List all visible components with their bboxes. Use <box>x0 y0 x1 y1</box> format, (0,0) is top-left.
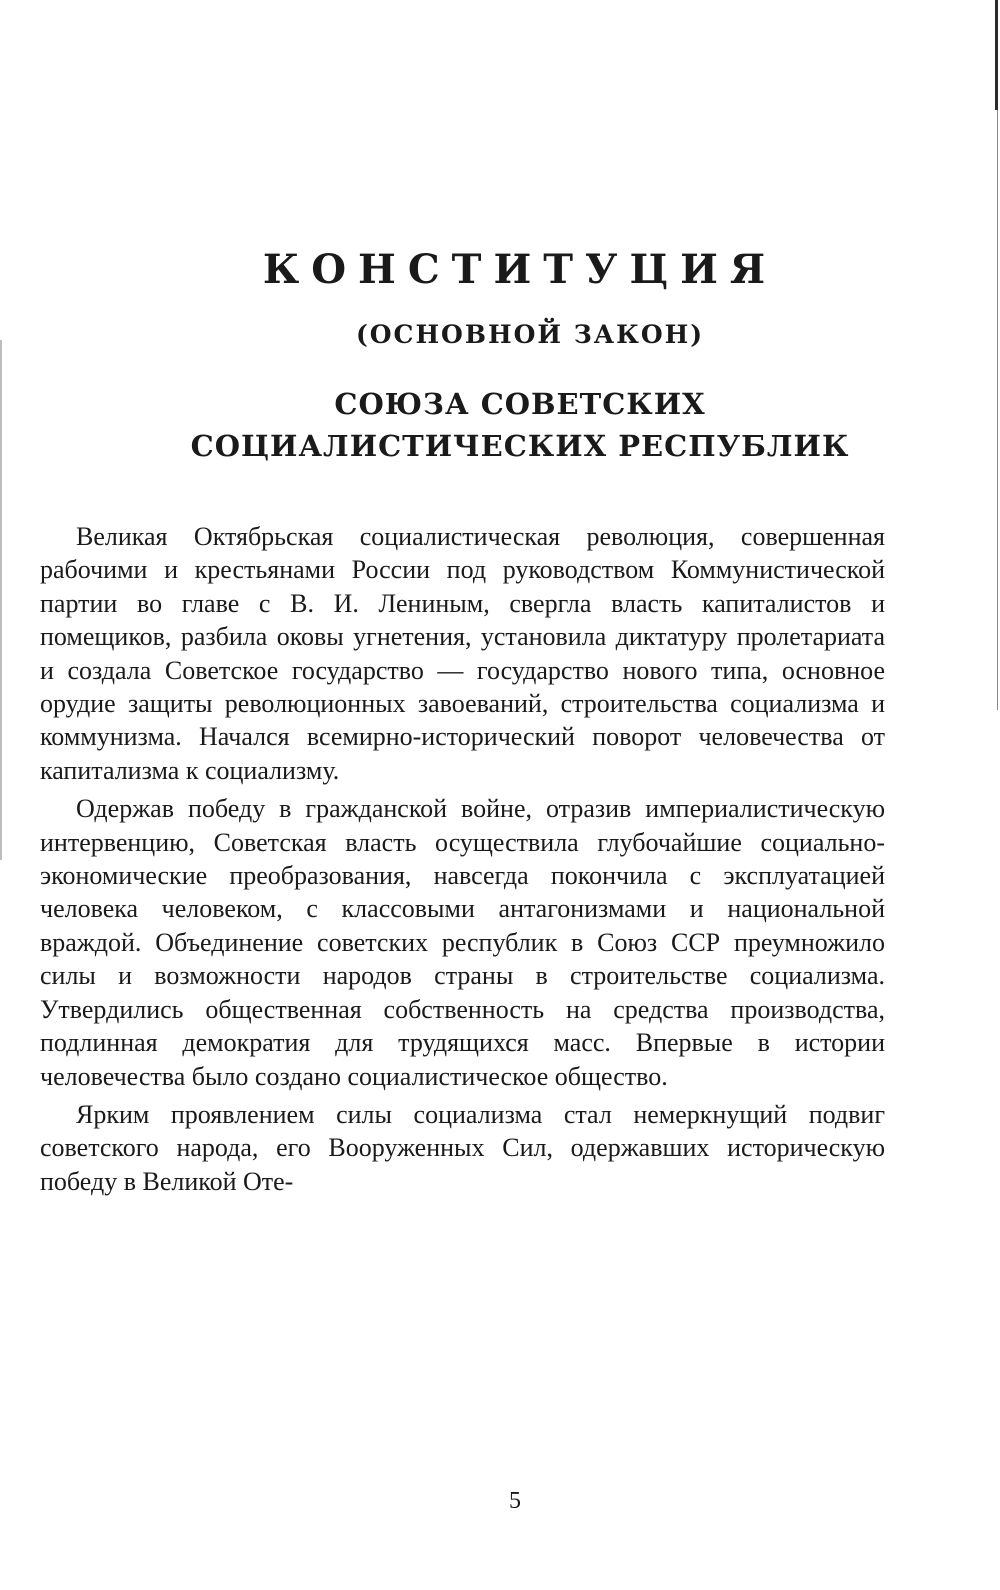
page-edge-line <box>995 0 998 110</box>
paragraph-3: Ярким проявлением силы социализма стал немеркнущий подвиг советского народа, его Вооруженных Сил, одержавших историческую победу в Великой Оте- <box>40 1099 885 1196</box>
heading-line-1: СОЮЗА СОВЕТСКИХ <box>334 387 706 421</box>
document-subtitle: (ОСНОВНОЙ ЗАКОН) <box>355 320 705 349</box>
heading-line-2: СОЦИАЛИСТИЧЕСКИХ РЕСПУБЛИК <box>190 429 850 463</box>
page-number: 5 <box>509 1488 521 1514</box>
paragraph-2: Одержав победу в гражданской войне, отразив империалистическую интервенцию, Советская власть осуществила глубочайшие социально-экономические преобразования, навсегда покончила с эксплуатацией человека человеком, с классовыми антагонизмами и национальной враждой. Объединение советских республик в Союз ССР преумножило силы и возможности народов страны в строительстве социализма. Утвердились общественная собственность на средства производства, подлинная демократия для трудящихся масс. Впервые в истории человечества было создано социалистическое общество. <box>40 794 885 1091</box>
document-body <box>40 520 885 1203</box>
paragraph-1: Великая Октябрьская социалистическая революция, совершенная рабочими и крестьянами России под руководством Коммунистической партии во главе с В. И. Лениным, свергла власть капиталистов и помещиков, разбила оковы угнетения, установила диктатуру пролетариата и создала Советское государство — государство нового типа, основное орудие защиты революционных завоеваний, строительства социализма и коммунизма. Начался всемирно-исторический поворот человечества от капитализма к социализму. <box>40 522 885 785</box>
document-heading <box>0 383 1000 467</box>
document-title: КОНСТИТУЦИЯ <box>262 246 778 293</box>
